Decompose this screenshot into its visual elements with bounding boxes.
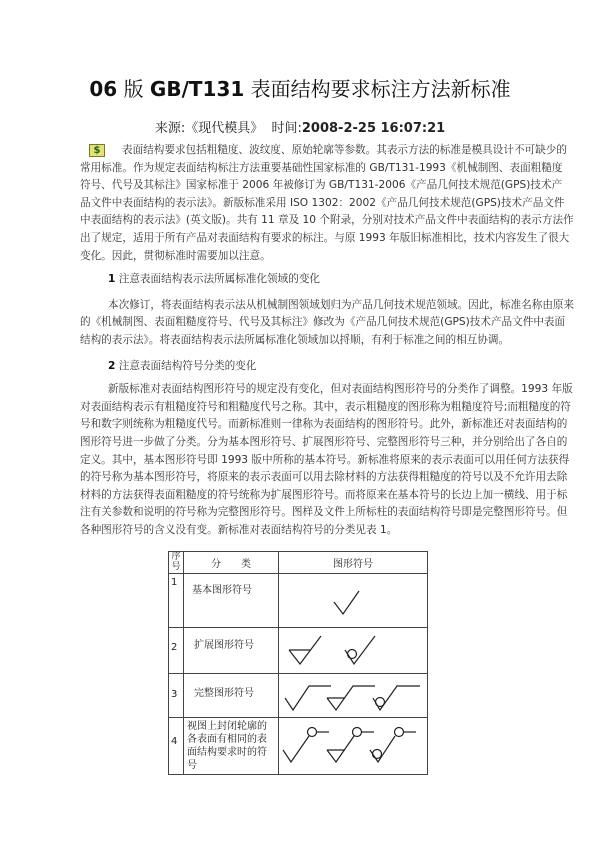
paragraph-line: 各种图形符号的含义没有变。新标准对表面结构符号的分类见表 1。 xyxy=(80,523,398,536)
closed-contour-symbol-cell xyxy=(279,718,428,775)
paragraph-line: 新版标准对表面结构图形符号的规定没有变化，但对表面结构图形符号的分类作了调整。1993 年版 xyxy=(108,383,573,396)
table-row xyxy=(169,718,428,775)
row-seq: 1 xyxy=(169,574,184,628)
paragraph-line: 变化。因此，贯彻标准时需要加以注意。 xyxy=(80,249,271,262)
paragraph-line: 表面结构要求包括粗糙度、波纹度、原始轮廓等参数。其表示方法的标准是模具设计不可缺少的 xyxy=(122,144,567,156)
paragraph-line: 定义。其中，基本图形符号即 1993 版中所称的基本符号。新标准将原来的表示表面可以用任何方法获得 xyxy=(80,453,570,466)
header-symbol: 图形符号 xyxy=(279,552,428,574)
symbol-classification-table xyxy=(168,551,428,775)
row-category: 视图上封闭轮廓的各表面有相同的表面结构要求时的符号 xyxy=(184,718,279,775)
extended-symbols-icon xyxy=(279,628,427,670)
section-1-heading: 1 注意表面结构表示法所属标准化领域的变化 xyxy=(108,273,321,286)
paragraph-line: 号和数字则统称为粗糙度代号。而新标准则一律称为表面结构的图形符号。此外，新标准还对表面结构的 xyxy=(80,418,568,431)
paragraph-line: 品文件中表面结构的表示法》。新版标准采用 ISO 1302：2002《产品几何技术规范(GPS)技术产品文件 xyxy=(80,196,565,209)
row-category: 完整图形符号 xyxy=(184,674,279,718)
paragraph-line: 结构的表示法》。将表面结构表示法所属标准化领域加以捋顺，有利于标准之间的相互协调。 xyxy=(80,333,510,346)
section-2-paragraph xyxy=(80,381,580,539)
paragraph-line: 符号、代号及其标注》国家标准于 2006 年被修订为 GB/T131-2006《产品几何技术规范(GPS)技术产 xyxy=(80,179,563,192)
paragraph-line: 图形符号进一步做了分类。分为基本图形符号、扩展图形符号、完整图形符号三种，并分别给出了各自的 xyxy=(80,435,568,448)
header-category: 分 类 xyxy=(184,552,279,574)
basic-symbol-icon xyxy=(279,574,427,624)
paragraph-line: 的符号称为基本图形符号，将原来的表示表面可以用去除材料的方法获得粗糙度的符号以及不允许用去除 xyxy=(80,471,568,484)
table-header-row xyxy=(169,552,428,574)
paragraph-line: 注有关参数和说明的符号称为完整图形符号。图样及文件上所标柱的表面结构符号即是完整图形符号。但 xyxy=(80,506,568,519)
paragraph-line: 常用标准。作为规定表面结构标注方法重要基础性国家标准的 GB/T131-1993《机械制图、表面粗糙度 xyxy=(80,161,563,174)
row-category: 扩展图形符号 xyxy=(184,628,279,674)
row-category: 基本图形符号 xyxy=(184,574,279,628)
row-seq: 3 xyxy=(169,674,184,718)
basic-symbol-cell xyxy=(279,574,428,628)
page-title: 06 版 GB/T131 表面结构要求标注方法新标准 xyxy=(89,77,511,101)
section-2-heading: 2 注意表面结构符号分类的变化 xyxy=(108,359,257,372)
extended-symbol-cell xyxy=(279,628,428,674)
table-row xyxy=(169,674,428,718)
paragraph-line: 出了规定，适用于所有产品对表面结构有要求的标注。与原 1993 年版旧标准相比，技术内容发生了很大 xyxy=(80,231,570,244)
intro-paragraph xyxy=(80,142,580,265)
table-wrapper xyxy=(168,551,600,795)
paragraph-line: 的《机械制图、表面粗糙度符号、代号及其标注》修改为《产品几何技术规范(GPS)技术产品文件中表面 xyxy=(80,316,566,329)
paragraph-line: 中表面结构的表示法》(英文版)。共有 11 章及 10 个附录，分别对技术产品文件中表面结构的表示方法作 xyxy=(80,214,574,227)
row-seq: 2 xyxy=(169,628,184,674)
paragraph-line: 材料的方法获得表面粗糙度的符号统称为扩展图形符号。而将原来在基本符号的长边上加一横线、用于标 xyxy=(80,488,568,501)
source-line: 来源:《现代模具》 时间:2008-2-25 16:07:21 xyxy=(154,121,446,136)
complete-symbols-icon xyxy=(279,674,427,714)
section-1-paragraph xyxy=(80,297,580,350)
closed-contour-symbols-icon xyxy=(279,718,427,768)
paragraph-line: 本次修订，将表面结构表示法从机械制图领域划归为产品几何技术规范领域。因此，标准名称由原来 xyxy=(108,298,575,311)
article-icon: $ xyxy=(89,144,105,157)
table-row xyxy=(169,628,428,674)
paragraph-line: 对表面结构表示有粗糙度符号和粗糙度代号之称。其中，表示粗糙度的图形称为粗糙度符号;而粗糙度的符 xyxy=(80,400,571,413)
complete-symbol-cell xyxy=(279,674,428,718)
table-row xyxy=(169,574,428,628)
header-seq: 序号 xyxy=(169,552,184,574)
row-seq: 4 xyxy=(169,718,184,775)
